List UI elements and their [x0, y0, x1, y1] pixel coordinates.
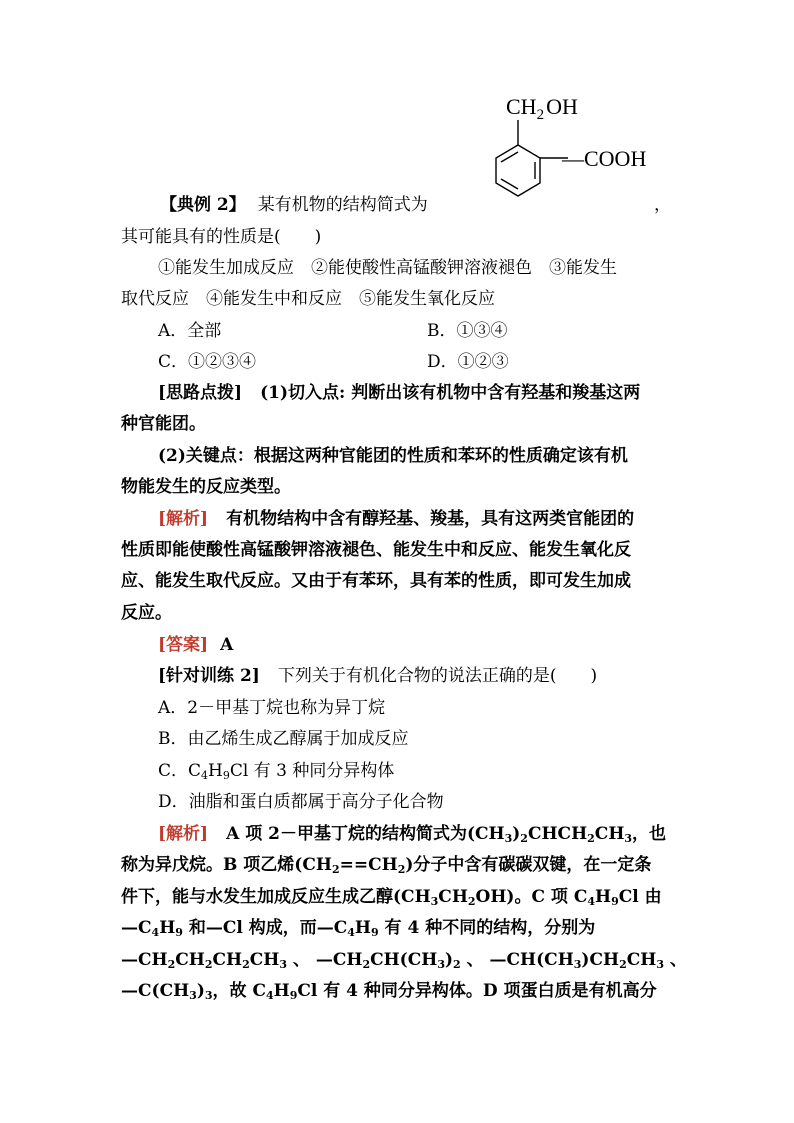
training2-option-b: B．由乙烯生成乙醇属于加成反应: [158, 729, 409, 749]
analysis2-line6: $—C(CH_3)_3$，故 $C_4H_9Cl$ 有 4 种同分异构体。D 项蛋白质是有机高分: [121, 981, 657, 1002]
example2-option-b: B．①③④: [427, 321, 508, 341]
hint-tag: [思路点拨]: [158, 383, 243, 403]
hint-line3: (2)关键点：根据这两种官能团的性质和苯环的性质确定该有机: [158, 446, 628, 466]
training2-option-c: C．$C_4H_9Cl$ 有 3 种同分异构体: [158, 761, 395, 782]
example2-option-c: C．①②③④: [158, 352, 257, 372]
answer1: [158, 634, 233, 656]
analysis2-line1: [解析] A 项 2－甲基丁烷的结构简式为$(CH_3)_2CHCH_2CH_3$，也: [158, 824, 667, 845]
ch2oh-label: $CH_2OH$: [506, 94, 578, 123]
analysis2-line5: $—CH_2CH_2CH_2CH_3$ 、 $—CH_2CH(CH_3)_2$ 、 $—CH(CH_3)CH_2CH_3$ 、: [121, 950, 687, 971]
training2-option-d: D．油脂和蛋白质都属于高分子化合物: [158, 792, 444, 812]
hint-line4: 物能发生的反应类型。: [121, 477, 291, 497]
analysis1-line1: [解析] 有机物结构中含有醇羟基、羧基，具有这两类官能团的: [158, 509, 635, 529]
example2-tag: 【典例 2】: [160, 195, 246, 215]
training2-tag: [针对训练 2]: [158, 666, 260, 686]
analysis1-line3: 应、能发生取代反应。又由于有苯环，具有苯的性质，即可发生加成: [121, 571, 631, 591]
hint-line1: [思路点拨] (1)切入点: 判断出该有机物中含有羟基和羧基这两: [158, 383, 641, 403]
example2-option-d: D．①②③: [427, 352, 509, 372]
training2-option-a: A．2－甲基丁烷也称为异丁烷: [158, 698, 386, 718]
analysis1-tag: [解析]: [158, 509, 209, 529]
example2-comma: ，: [654, 195, 671, 215]
example2-option-a: A．全部: [158, 321, 222, 341]
example2-props-line1: ①能发生加成反应 ②能使酸性高锰酸钾溶液褪色 ③能发生: [158, 258, 617, 278]
analysis1-line2: 性质即能使酸性高锰酸钾溶液褪色、能发生中和反应、能发生氧化反: [121, 540, 631, 560]
example2-question: 其可能具有的性质是( ): [121, 227, 322, 247]
hint-line2: 种官能团。: [121, 414, 206, 434]
answer1-value: A: [220, 635, 234, 655]
cooh-label: —COOH: [562, 146, 647, 171]
analysis2-line3: 件下，能与水发生加成反应生成乙醇$(CH_3CH_2OH)$。C 项 $C_4H_9Cl$ 由: [121, 887, 662, 908]
training2-question: [针对训练 2] 下列关于有机化合物的说法正确的是( ): [158, 666, 598, 686]
structural-formula: [456, 90, 666, 210]
analysis2-line2: 称为异戊烷。B 项乙烯$(CH_2==CH_2)$分子中含有碳碳双键，在一定条: [121, 855, 652, 876]
analysis2-line4: $—C_4H_9$ 和—Cl 构成，而$—C_4H_9$ 有 4 种不同的结构，分别为: [121, 918, 596, 939]
analysis1-line4: 反应。: [121, 603, 172, 623]
analysis2-tag: [解析]: [158, 824, 209, 844]
example2-stem: 【典例 2】 某有机物的结构简式为: [160, 195, 428, 215]
example2-props-line2: 取代反应 ④能发生中和反应 ⑤能发生氧化反应: [121, 289, 495, 309]
answer1-tag: [答案]: [158, 635, 209, 655]
